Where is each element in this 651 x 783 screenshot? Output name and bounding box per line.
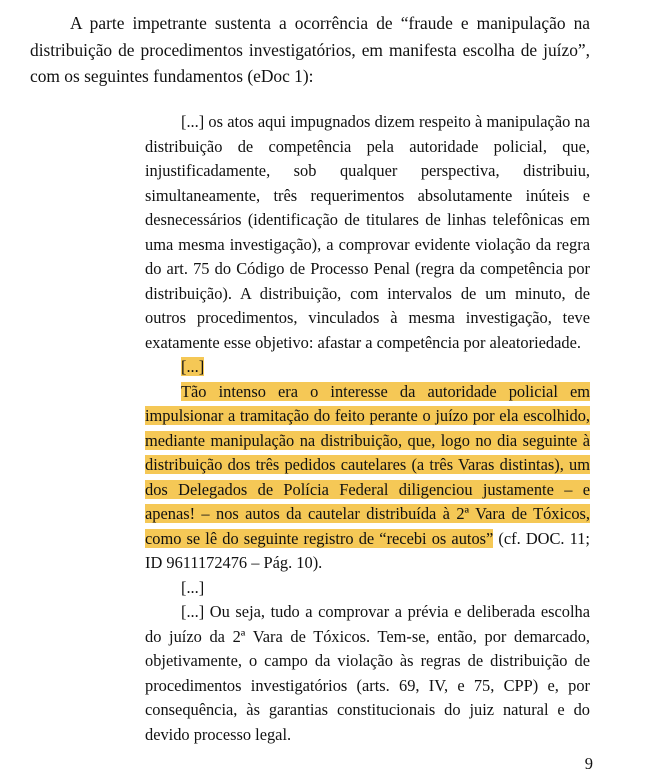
quote-paragraph-3: [...] Ou seja, tudo a comprovar a prévia e deliberada escolha do juízo da 2ª Vara de Tóxicos. Tem-se, então, por demarcado, objetivamente, o campo da violação às regras de distribuição de procedimentos investigatórios (arts. 69, IV, e 75, CPP) e, por consequência, às garantias constitucionais do juiz natural e do devido processo legal. [145, 602, 590, 744]
citation-reference: (cf. DOC. 11; ID 9611172476 – Pág. 10). [145, 528, 590, 572]
quote-ellipsis-2: [...] [181, 577, 205, 597]
highlighted-ellipsis: [...] [181, 357, 205, 376]
highlighted-passage: Tão intenso era o interesse da autoridade policial em impulsionar a tramitação do feito perante o juízo por ela escolhido, mediante manipulação na distribuição, que, logo no dia seguinte à distribuição dos três pedidos cautelares (a três Varas distintas), um dos Delegados de Polícia Federal diligenciou justamente – e apenas! – nos autos da cautelar distribuída à 2ª Vara de Tóxicos, como se lê do seguinte registro de “recebi os autos” [145, 381, 590, 548]
page-number: 9 [584, 754, 593, 773]
quote-paragraph-1: [...] os atos aqui impugnados dizem respeito à manipulação na distribuição de competência pela autoridade policial, que, injustificadamente, sob qualquer perspectiva, distribuiu, simultaneamente, três requerimentos absolutamente inúteis e desnecessários (identificação de titulares de linhas telefônicas em uma mesma investigação), a comprovar evidente violação da regra do art. 75 do Código de Processo Penal (regra da competência por distribuição). A distribuição, com intervalos de um minuto, de outros procedimentos, vinculados à mesma investigação, teve exatamente esse objetivo: afastar a competência por aleatoriedade. [145, 112, 590, 352]
intro-text: A parte impetrante sustenta a ocorrência de “fraude e manipulação na distribuição de procedimentos investigatórios, em manifesta escolha de juízo”, com os seguintes fundamentos (eDoc 1): [30, 13, 590, 86]
block-quote [145, 110, 590, 747]
quote-ellipsis-1 [145, 355, 590, 380]
intro-paragraph [30, 10, 590, 90]
quote-paragraph-2 [145, 380, 590, 576]
